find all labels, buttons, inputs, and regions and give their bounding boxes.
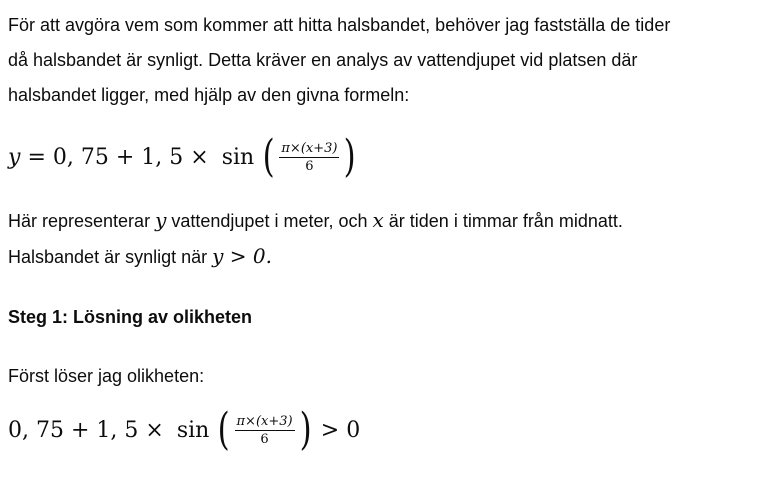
cond-period: . <box>265 244 272 268</box>
formula-times: × <box>190 144 209 170</box>
cond-val: 0 <box>252 244 266 268</box>
formula-plus: + <box>115 144 135 170</box>
explain-text-4: Halsbandet är synligt när <box>8 247 213 267</box>
explain-paragraph <box>8 203 744 275</box>
step1-heading: Steg 1: Lösning av olikheten <box>8 307 253 327</box>
formula-inequality <box>8 404 744 456</box>
intro-line-2: då halsbandet är synligt. Detta kräver en analys av vattendjupet vid platsen där <box>8 50 638 70</box>
ineq-greater: > <box>320 417 340 443</box>
cond-op-symbol: > <box>229 244 247 268</box>
intro-line-1: För att avgöra vem som kommer att hitta halsbandet, behöver jag fastställa de tider <box>8 15 671 35</box>
cond-var: y <box>212 244 224 268</box>
right-paren: ) <box>344 131 357 182</box>
intro-paragraph <box>8 8 744 113</box>
explain-text-1: Här representerar <box>8 211 156 231</box>
intro-line-3: halsbandet ligger, med hjälp av den givna formeln: <box>8 85 410 105</box>
ineq-plus: + <box>70 417 90 443</box>
ineq-constant-a: 0, 75 <box>8 417 64 443</box>
ineq-left-paren: ( <box>217 404 230 455</box>
fraction-numerator: π×(x+3) <box>281 140 338 156</box>
ineq-numerator: π×(x+3) <box>236 413 293 429</box>
formula-fraction <box>279 141 339 174</box>
ineq-rhs: 0 <box>346 417 361 443</box>
fraction-denominator: 6 <box>305 158 314 174</box>
var-x: x <box>372 208 384 232</box>
step1-text: Först löser jag olikheten: <box>8 366 205 386</box>
explain-text-3: är tiden i timmar från midnatt. <box>383 211 623 231</box>
formula-lhs: y <box>8 144 21 170</box>
ineq-constant-b: 1, 5 <box>96 417 139 443</box>
formula-equals: = <box>27 144 46 170</box>
ineq-right-paren: ) <box>299 404 312 455</box>
formula-depth <box>8 131 744 183</box>
ineq-denominator: 6 <box>260 431 269 447</box>
explain-text-2: vattendjupet i meter, och <box>166 211 373 231</box>
ineq-times: × <box>145 417 164 443</box>
formula-sin: sin <box>221 144 255 170</box>
cond-op <box>223 244 252 268</box>
ineq-sin: sin <box>176 417 210 443</box>
formula-constant-a: 0, 75 <box>52 144 109 170</box>
var-y: y <box>155 208 167 232</box>
ineq-fraction <box>235 414 295 447</box>
left-paren: ( <box>262 131 275 182</box>
formula-constant-b: 1, 5 <box>141 144 184 170</box>
